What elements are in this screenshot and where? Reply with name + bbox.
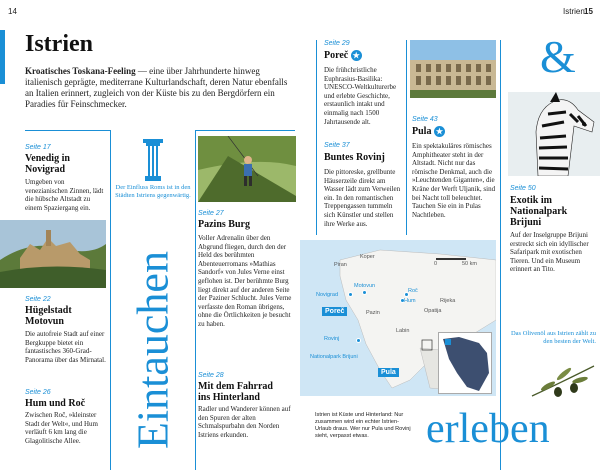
entry-ref-motovun: Seite 22 [25, 296, 51, 303]
entry-title-motovun: Hügelstadt Motovun [25, 305, 72, 327]
entry-ref-brijuni: Seite 50 [510, 185, 536, 192]
olive-branch-icon [528, 360, 598, 408]
map-scale-bar [436, 258, 466, 260]
title-accent-bar [0, 30, 5, 84]
rule-left [25, 130, 110, 131]
map-pin [348, 292, 353, 297]
intro-text: — eine über Jahrhunderte hinweg italienisch geprägte, mediterrane Kulturlandschaft, deren Natur ebenfalls an Italien erinnert, zugleich von der Küste bis zu den Bergdörfern ein Paradies für Feinschmecker. [25, 66, 288, 109]
divider-2 [195, 130, 196, 470]
entry-title-porec: Poreč ★ [324, 50, 360, 61]
entry-ref-porec: Seite 29 [324, 40, 350, 47]
map-place: Koper [360, 254, 375, 260]
photo-amphitheater [410, 40, 496, 98]
page-number-left: 14 [8, 7, 17, 16]
ampersand: & [540, 31, 576, 82]
map-place: Rijeka [440, 298, 456, 304]
map-pin [362, 290, 367, 295]
erleben-word: erleben [426, 406, 550, 452]
entry-title-pula: Pula ★ [412, 126, 444, 137]
entry-text-pula: Ein spektakuläres römisches Amphitheater steht in der Altstadt. Nicht nur das römische Denkmal, auch die »Leuchtenden Giganten«, die Kräne der Werft Uljanik, sind bei Nacht toll beleuchtet. Tauchen Sie ein in Pulas Nachtleben. [412, 142, 496, 219]
photo-zebra [508, 92, 600, 176]
photo-motovun [0, 220, 106, 288]
map-tag-porec: Poreč [322, 307, 347, 316]
entry-ref-rovinj: Seite 37 [324, 142, 350, 149]
entry-title-hum: Hum und Roč [25, 398, 86, 409]
entry-text-pazin: Voller Adrenalin über den Abgrund fliegen, durch den der Held des berühmten Abenteuerromans »Mathias Sandorf« von Jules Verne einst geflohen ist. Der berühmte Burg liegt direkt auf der anderen Seite der Paziner Schlucht. Jules Verne verfasste den Roman übrigens, ohne die Örtlichkeiten je besucht zu haben. [198, 234, 292, 328]
rule-mid [195, 130, 295, 131]
divider-4 [406, 40, 407, 235]
vertical-word-container [111, 232, 195, 468]
olive-caption: Das Olivenöl aus Istrien zählt zu den besten der Welt. [510, 330, 596, 345]
intro-bold: Kroatisches Toskana-Feeling [25, 66, 136, 76]
entry-text-rovinj: Die pittoreske, grellbunte Häuserzeile direkt am Wasser lädt zum Verweilen ein. In den romantischen Treppengassen tummeln sich Künstler und stellen ihre Werke aus. [324, 168, 401, 228]
divider-3 [316, 40, 317, 235]
entry-text-novigrad: Umgeben von venezianischen Zinnen, lädt die hübsche Altstadt zu einem Spaziergang ein. [25, 178, 104, 212]
entry-text-hum: Zwischen Roč, »kleinster Stadt der Welt«, und Hum verläuft 6 km lang die Glagolitische Allee. [25, 411, 98, 445]
map-place: Nationalpark Brijuni [310, 354, 358, 360]
map-place: Roč [408, 288, 418, 294]
map-place: Opatija [424, 308, 442, 314]
entry-title-novigrad: Venedig in Novigrad [25, 153, 70, 175]
map-place: Hum [404, 298, 416, 304]
star-icon: ★ [435, 127, 444, 137]
entry-title-brijuni: Exotik im Nationalpark Brijuni [510, 195, 568, 228]
map-place: Piran [334, 262, 347, 268]
map-istria [300, 240, 496, 396]
map-place: Novigrad [316, 292, 339, 298]
map-tag-pula: Pula [378, 368, 399, 377]
entry-text-brijuni: Auf der Inselgruppe Brijuni erstreckt sich ein idyllischer Safaripark mit exotischen Tieren. Und ein Museum erinnert an Tito. [510, 231, 589, 274]
column-icon [142, 138, 164, 186]
map-scale-0: 0 [434, 261, 438, 267]
entry-ref-fahrrad: Seite 28 [198, 372, 224, 379]
column-caption: Der Einfluss Roms ist in den Städten Istriens gegenwärtig. [115, 184, 191, 199]
entry-title-fahrrad: Mit dem Fahrrad ins Hinterland [198, 381, 273, 403]
page-title: Istrien [25, 31, 93, 57]
page-number-right: 15 [584, 7, 593, 16]
map-inset [438, 332, 492, 394]
entry-ref-pula: Seite 43 [412, 116, 438, 123]
photo-zipline [198, 136, 296, 202]
entry-text-motovun: Die autofreie Stadt auf einer Bergkuppe bietet ein fantastisches 360-Grad-Panorama über das Mirnatal. [25, 330, 106, 364]
map-pin [356, 338, 361, 343]
map-place: Labin [396, 328, 410, 334]
entry-text-porec: Die frühchristliche Euphrasius-Basilika: UNESCO-Weltkulturerbe und erlebte Geschichte, erstaunlich intakt und einmalig nach 1500 Jahrtausende alt. [324, 66, 397, 126]
entry-ref-pazin: Seite 27 [198, 210, 224, 217]
map-caption: Istrien ist Küste und Hinterland: Nur zusammen wird ein echter Istrien-Urlaub draus. Wer nur Pula und Rovinj sieht, verpasst etwas. [315, 412, 411, 439]
map-place: Rovinj [324, 336, 340, 342]
intro-paragraph [25, 66, 295, 110]
map-place: Motovun [354, 283, 376, 289]
entry-text-fahrrad: Radler und Wanderer können auf den Spuren der alten Schmalspurbahn den Norden Istriens erkunden. [198, 405, 291, 439]
entry-ref-hum: Seite 26 [25, 389, 51, 396]
running-head: Istrien [563, 7, 585, 16]
entry-title-rovinj: Buntes Rovinj [324, 152, 385, 163]
star-icon: ★ [352, 51, 360, 61]
vertical-word: Eintauchen [128, 251, 178, 449]
map-place: Pazin [366, 310, 380, 316]
entry-title-pazin: Pazins Burg [198, 219, 250, 230]
entry-ref-novigrad: Seite 17 [25, 144, 51, 151]
map-scale-50: 50 km [462, 261, 477, 267]
